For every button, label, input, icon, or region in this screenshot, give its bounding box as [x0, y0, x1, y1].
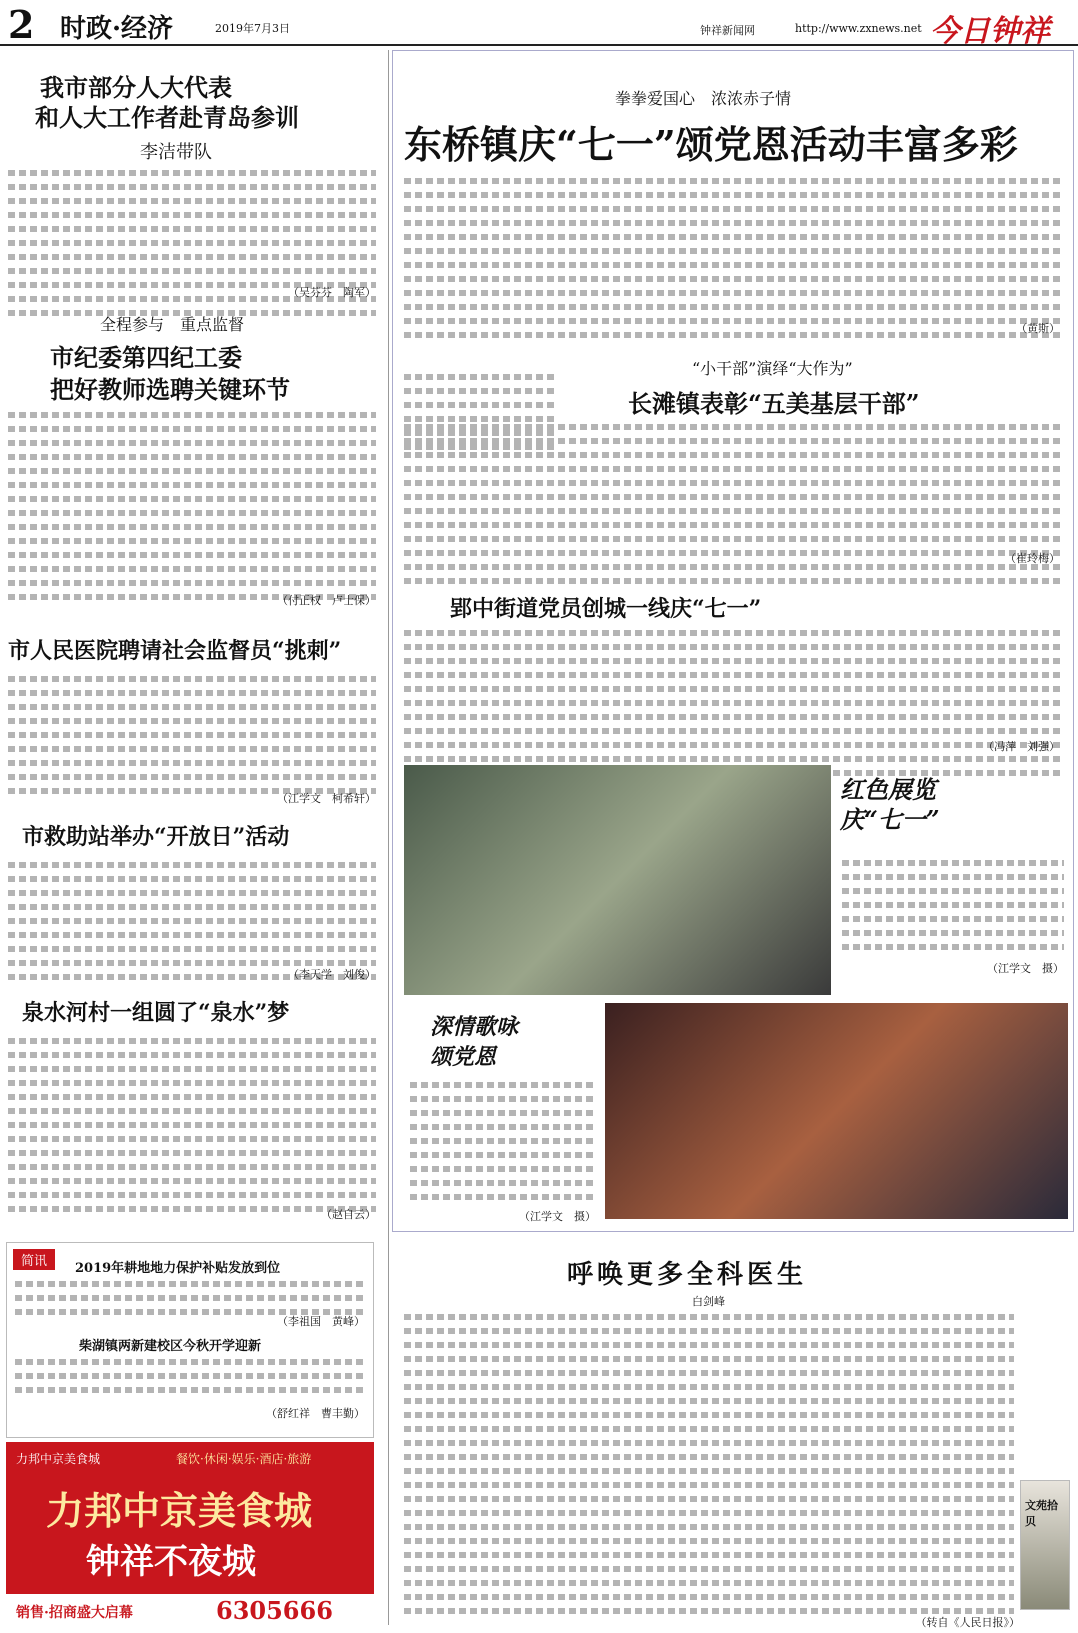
a1-title-2: 和人大工作者赴青岛参训 [35, 103, 299, 132]
a5-byline: （赵自云） [321, 1208, 376, 1221]
main-title: 东桥镇庆“七一”颂党恩活动丰富多彩 [404, 122, 1018, 167]
b4-author: 白剑峰 [692, 1295, 725, 1308]
a5-title: 泉水河村一组圆了“泉水”梦 [22, 1000, 290, 1026]
photo1-caption [842, 860, 1064, 950]
brief-box [6, 1242, 374, 1438]
photo2-title-2: 颂党恩 [430, 1044, 497, 1070]
ad-tags: 餐饮·休闲·娱乐·酒店·旅游 [176, 1452, 312, 1466]
ad-phone: 6305666 [216, 1596, 333, 1625]
a2-body [8, 412, 376, 600]
issue-date: 2019年7月3日 [215, 22, 290, 35]
brief-title-1: 2019年耕地地力保护补贴发放到位 [75, 1261, 281, 1276]
a2-kicker: 全程参与 重点监督 [100, 315, 245, 334]
b3-title: 郢中街道党员创城一线庆“七一” [450, 596, 762, 622]
main-byline: （黄斯） [1016, 322, 1060, 335]
advertisement[interactable] [6, 1442, 374, 1628]
page-number: 2 [8, 2, 35, 47]
a1-title-1: 我市部分人大代表 [40, 73, 232, 102]
a5-body [8, 1038, 376, 1212]
b4-body [404, 1314, 1014, 1614]
photo1-byline: （江学文 摄） [987, 962, 1064, 975]
ad-line-2: 钟祥不夜城 [86, 1542, 256, 1582]
page-header [0, 0, 1078, 49]
ad-bottom-text: 销售·招商盛大启幕 [16, 1605, 133, 1621]
a3-title: 市人民医院聘请社会监督员“挑刺” [8, 638, 342, 664]
a2-byline: （付正权 卢士保） [277, 594, 376, 607]
a4-byline: （李天学 刘俊） [288, 968, 376, 981]
newspaper-logo: 今日钟祥 [930, 14, 1050, 49]
a3-body [8, 676, 376, 794]
column-divider [388, 50, 389, 1625]
photo2-title-1: 深情歌咏 [430, 1014, 519, 1040]
ad-line-1: 力邦中京美食城 [46, 1488, 313, 1533]
b4-title: 呼唤更多全科医生 [567, 1260, 808, 1290]
photo1-title-2: 庆“七一” [840, 805, 940, 834]
site-name: 钟祥新闻网 [700, 24, 755, 37]
photo-exhibition [404, 765, 831, 995]
photo2-byline: （江学文 摄） [519, 1210, 596, 1223]
photo2-caption [410, 1082, 596, 1200]
site-url[interactable]: http://www.zxnews.net [795, 22, 922, 35]
main-body [404, 178, 1064, 338]
brief-title-2: 柴湖镇两新建校区今秋开学迎新 [79, 1339, 262, 1354]
b4-byline: （转自《人民日报》） [915, 1616, 1020, 1629]
b2-title: 长滩镇表彰“五美基层干部” [628, 389, 920, 418]
main-kicker: 拳拳爱国心 浓浓赤子情 [615, 89, 792, 108]
ad-brand: 力邦中京美食城 [16, 1452, 101, 1466]
a1-subtitle: 李洁带队 [140, 142, 212, 163]
a1-byline: （吴芬芬 陶军） [288, 286, 376, 299]
brief-byline-1: （李祖国 黄峰） [277, 1315, 365, 1328]
photo1-title-1: 红色展览 [840, 775, 936, 804]
brief-byline-2: （舒红祥 曹丰勤） [266, 1407, 365, 1420]
b2-byline: （崔玲梅） [1005, 552, 1060, 565]
a2-title-2: 把好教师选聘关键环节 [50, 375, 290, 404]
b3-body [404, 630, 1064, 776]
a4-body [8, 862, 376, 980]
brief-label: 简讯 [13, 1249, 55, 1270]
corner-label: 文苑拾贝 [1025, 1499, 1058, 1528]
photo-singing [605, 1003, 1068, 1219]
section-name: 时政·经济 [60, 14, 174, 44]
b3-byline: （冯萍 刘强） [983, 740, 1060, 753]
b2-kicker: “小干部”演绎“大作为” [692, 359, 853, 378]
a2-title-1: 市纪委第四纪工委 [50, 343, 242, 372]
a3-byline: （江学文 柯希轩） [277, 792, 376, 805]
a4-title: 市救助站举办“开放日”活动 [22, 824, 290, 850]
corner-box [1020, 1480, 1070, 1610]
